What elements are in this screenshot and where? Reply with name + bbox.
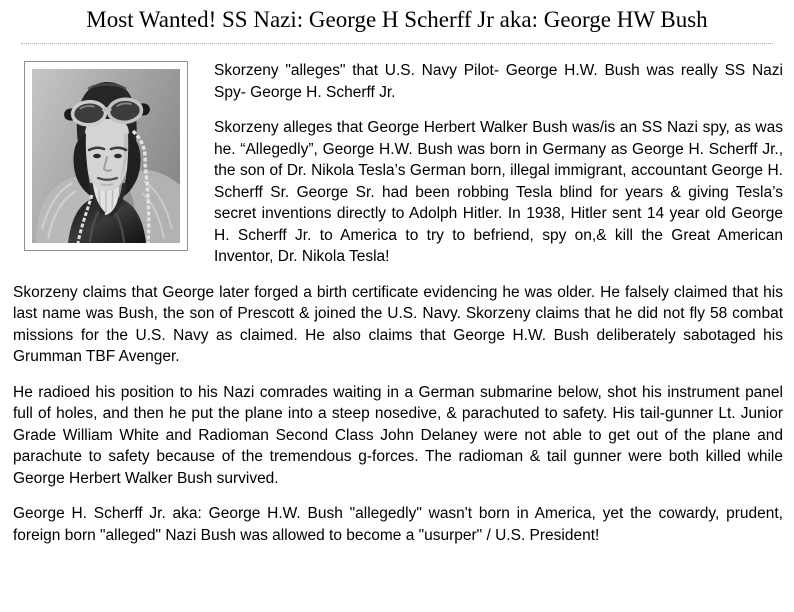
paragraph-allegation: Skorzeny alleges that George Herbert Walker Bush was/is an SS Nazi spy, as was he. “Allegedly”, George H.W. Bush was born in Germany as George H. Scherff Jr., the son of Dr. Nikola Tesla’s German born, illegal immigrant, accountant George H. Scherff Sr. George Sr. had been robbing Tesla blind for years & giving Tesla’s secret inventions directly to Adolph Hitler. In 1938, Hitler sent 14 year old George H. Scherff Jr. to America to try to befriend, spy on,& kill the Great American Inventor, Dr. Nikola Tesla! bbox=[214, 119, 783, 265]
paragraph-birth-certificate: Skorzeny claims that George later forged a birth certificate evidencing he was older. He falsely claimed that his last name was Bush, the son of Prescott & joined the U.S. Navy. Skorzeny claims that he did not fly 58 combat missions for the U.S. Navy as claimed. He also claims that George H.W. Bush deliberately sabotaged his Grumman TBF Avenger. bbox=[13, 283, 783, 365]
left-eye bbox=[93, 154, 101, 158]
paragraph-intro: Skorzeny "alleges" that U.S. Navy Pilot- George H.W. Bush was really SS Nazi Spy- George H. Scherff Jr. bbox=[214, 62, 783, 101]
article-body bbox=[0, 44, 794, 546]
right-eye bbox=[114, 154, 122, 158]
portrait-photo-frame bbox=[24, 61, 188, 251]
paragraph-president: George H. Scherff Jr. aka: George H.W. Bush "allegedly" wasn't born in America, yet the cowardy, prudent, foreign born "alleged" Nazi Bush was allowed to become a "usurper" / U.S. President! bbox=[13, 505, 783, 544]
paragraph-plane-sabotage: He radioed his position to his Nazi comrades waiting in a German submarine below, shot his instrument panel full of holes, and then he put the plane into a steep nosedive, & parachuted to safety. His tail-gunner Lt. Junior Grade William White and Radioman Second Class John Delaney were not able to get out of the plane and parachute to safety because of the tremendous g-forces. The radioman & tail gunner were both killed while George Herbert Walker Bush survived. bbox=[13, 383, 783, 487]
page-title: Most Wanted! SS Nazi: George H Scherff Jr aka: George HW Bush bbox=[21, 6, 773, 44]
aviator-portrait-photo bbox=[32, 69, 180, 243]
